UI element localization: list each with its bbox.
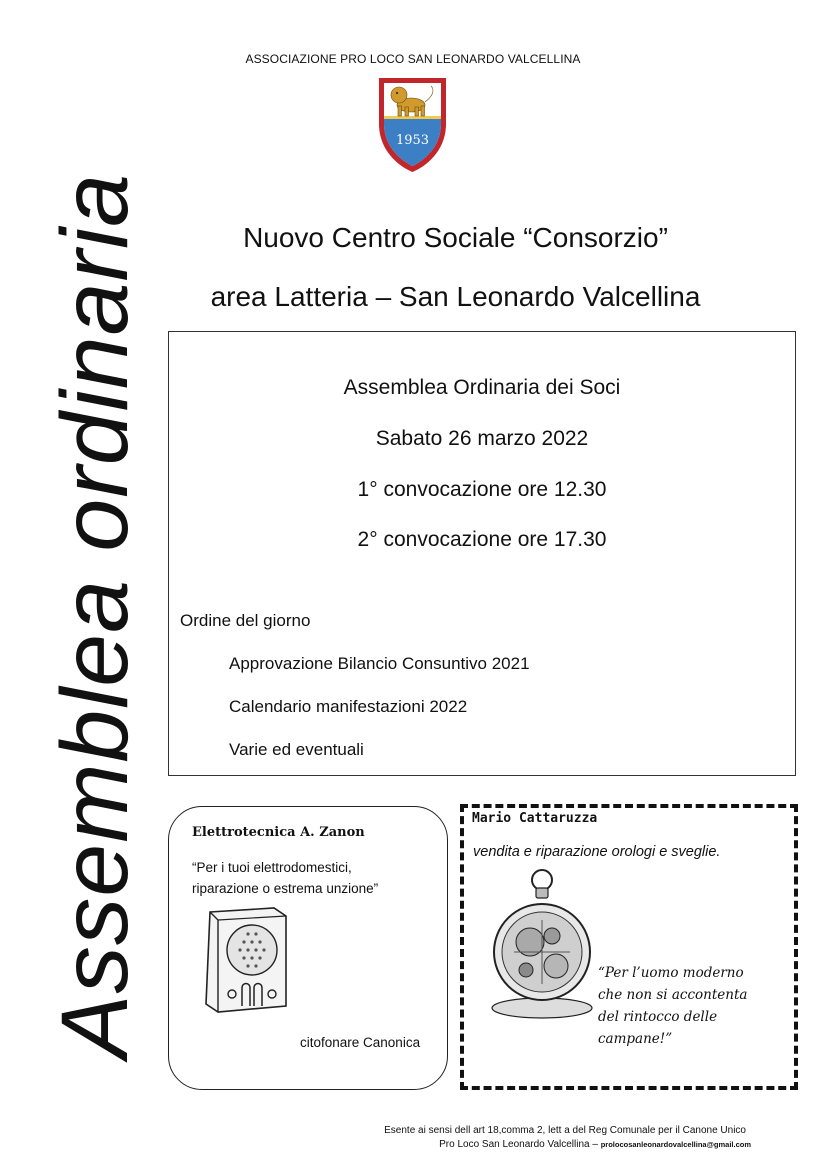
cattaruzza-quote xyxy=(598,962,747,1050)
agenda-item: Calendario manifestazioni 2022 xyxy=(229,697,468,716)
cattaruzza-title: Mario Cattaruzza xyxy=(472,811,598,826)
cattaruzza-quote-line: del rintocco delle xyxy=(598,1009,718,1025)
meeting-date: Sabato 26 marzo 2022 xyxy=(375,427,589,450)
first-call: 1° convocazione ore 12.30 xyxy=(357,478,607,501)
pocket-watch-icon xyxy=(490,866,595,1026)
venue-line-2: area Latteria – San Leonardo Valcellina xyxy=(210,281,701,312)
zanon-contact: citofonare Canonica xyxy=(300,1035,421,1050)
zanon-title: Elettrotecnica A. Zanon xyxy=(192,825,365,840)
agenda-item: Varie ed eventuali xyxy=(229,740,364,759)
zanon-quote xyxy=(192,857,378,899)
footer-org: Pro Loco San Leonardo Valcellina – xyxy=(439,1139,598,1150)
agenda-item: Approvazione Bilancio Consuntivo 2021 xyxy=(229,654,530,673)
footer-contact xyxy=(0,1139,751,1150)
footer-email[interactable]: prolocosanleonardovalcellina@gmail.com xyxy=(600,1140,751,1149)
cattaruzza-quote-line: “Per l’uomo moderno xyxy=(598,965,744,981)
agenda-heading: Ordine del giorno xyxy=(180,611,311,630)
crest-year: 1953 xyxy=(395,133,430,148)
cattaruzza-quote-line: che non si accontenta xyxy=(598,987,748,1003)
footer-legal: Esente ai sensi dell art 18,comma 2, lett a del Reg Comunale per il Canone Unico xyxy=(384,1125,746,1136)
second-call: 2° convocazione ore 17.30 xyxy=(357,528,607,551)
cattaruzza-quote-line: campane!” xyxy=(598,1031,673,1047)
venue-line-1: Nuovo Centro Sociale “Consorzio” xyxy=(243,222,668,253)
zanon-quote-line: “Per i tuoi elettrodomestici, xyxy=(192,860,352,875)
vintage-radio-icon xyxy=(196,906,292,1016)
association-name: ASSOCIAZIONE PRO LOCO SAN LEONARDO VALCELLINA xyxy=(245,52,581,66)
zanon-quote-line: riparazione o estrema unzione” xyxy=(192,881,379,896)
meeting-title: Assemblea Ordinaria dei Soci xyxy=(343,376,621,399)
side-title: Assemblea ordinaria xyxy=(42,173,148,1058)
lion-shield-icon xyxy=(375,72,450,174)
cattaruzza-subtitle: vendita e riparazione orologi e sveglie. xyxy=(473,844,721,860)
